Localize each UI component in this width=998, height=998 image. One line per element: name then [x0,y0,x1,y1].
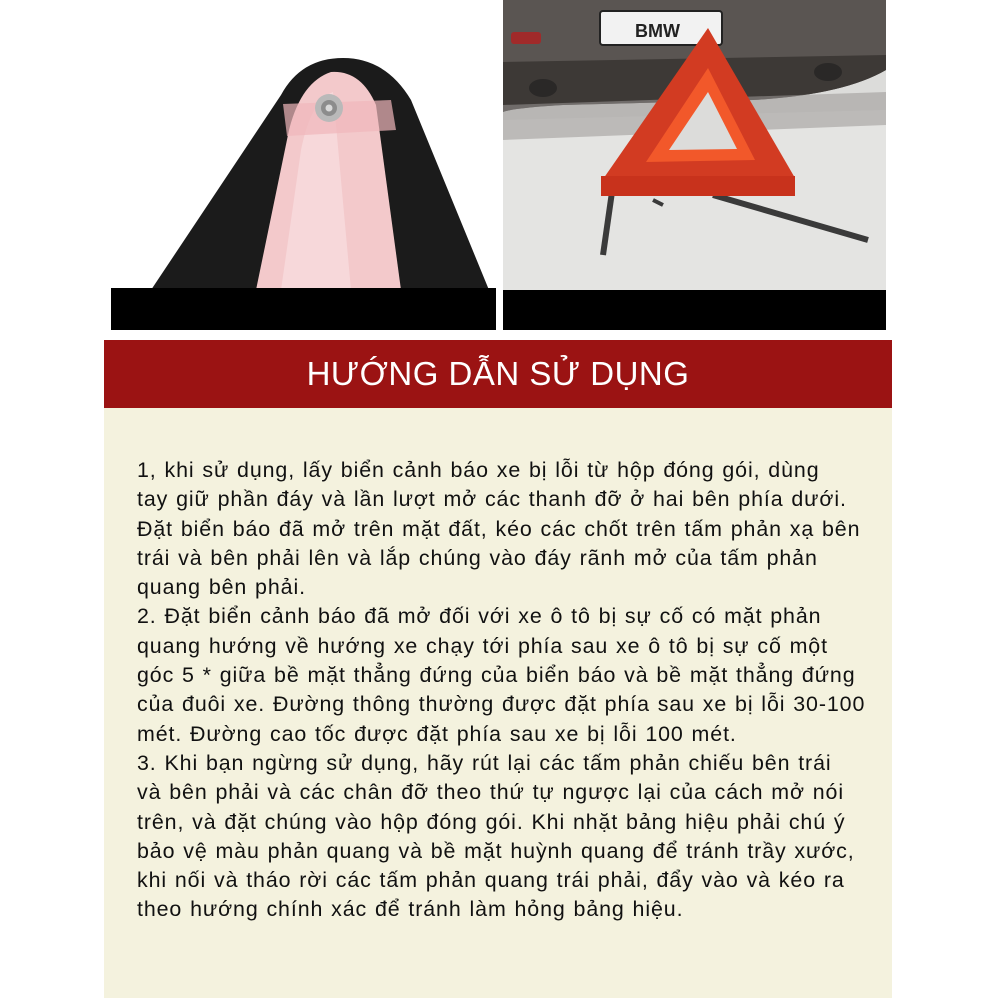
instruction-line: mét. Đường cao tốc được đặt phía sau xe bị lỗi 100 mét. [137,721,737,746]
warning-triangle-car-photo [503,0,886,330]
instruction-line: 3. Khi bạn ngừng sử dụng, hãy rút lại các tấm phản chiếu bên trái [137,750,832,775]
instruction-line: quang hướng về hướng xe chạy tới phía sau xe ô tô bị sự cố một [137,633,828,658]
instruction-line: góc 5 * giữa bề mặt thẳng đứng của biển báo và bề mặt thẳng đứng [137,663,856,688]
instructions-text [137,456,877,925]
instruction-line: Đặt biển báo đã mở trên mặt đất, kéo các chốt trên tấm phản xạ bên [137,516,861,541]
instructions-panel [104,408,892,998]
instruction-line: khi nối và tháo rời các tấm phản quang trái phải, đẩy vào và kéo ra [137,868,845,893]
instruction-line: 2. Đặt biển cảnh báo đã mở đối với xe ô tô bị sự cố có mặt phản [137,604,822,629]
instruction-line: tay giữ phần đáy và lần lượt mở các thanh đỡ ở hai bên phía dưới. [137,487,847,512]
instruction-line: trái và bên phải lên và lắp chúng vào đáy rãnh mở của tấm phản [137,545,818,570]
reflector-closeup-photo [111,0,496,330]
instruction-line: của đuôi xe. Đường thông thường được đặt phía sau xe bị lỗi 30-100 [137,692,866,717]
reflector-strap-closeup-icon [111,0,496,330]
license-plate-text: BMW [635,21,680,41]
section-heading-bar [104,340,892,408]
warning-triangle-car-icon [503,0,886,330]
section-heading-title: HƯỚNG DẪN SỬ DỤNG [306,355,690,392]
instruction-line: bảo vệ màu phản quang và bề mặt huỳnh quang để tránh trầy xước, [137,838,855,863]
instruction-line: và bên phải và các chân đỡ theo thứ tự ngược lại của cách mở nói [137,780,845,805]
instruction-line: 1, khi sử dụng, lấy biển cảnh báo xe bị lỗi từ hộp đóng gói, dùng [137,458,820,482]
instruction-line: theo hướng chính xác để tránh làm hỏng bảng hiệu. [137,897,684,922]
instruction-line: quang bên phải. [137,575,306,600]
instruction-line: trên, và đặt chúng vào hộp đóng gói. Khi nhặt bảng hiệu phải chú ý [137,809,846,834]
